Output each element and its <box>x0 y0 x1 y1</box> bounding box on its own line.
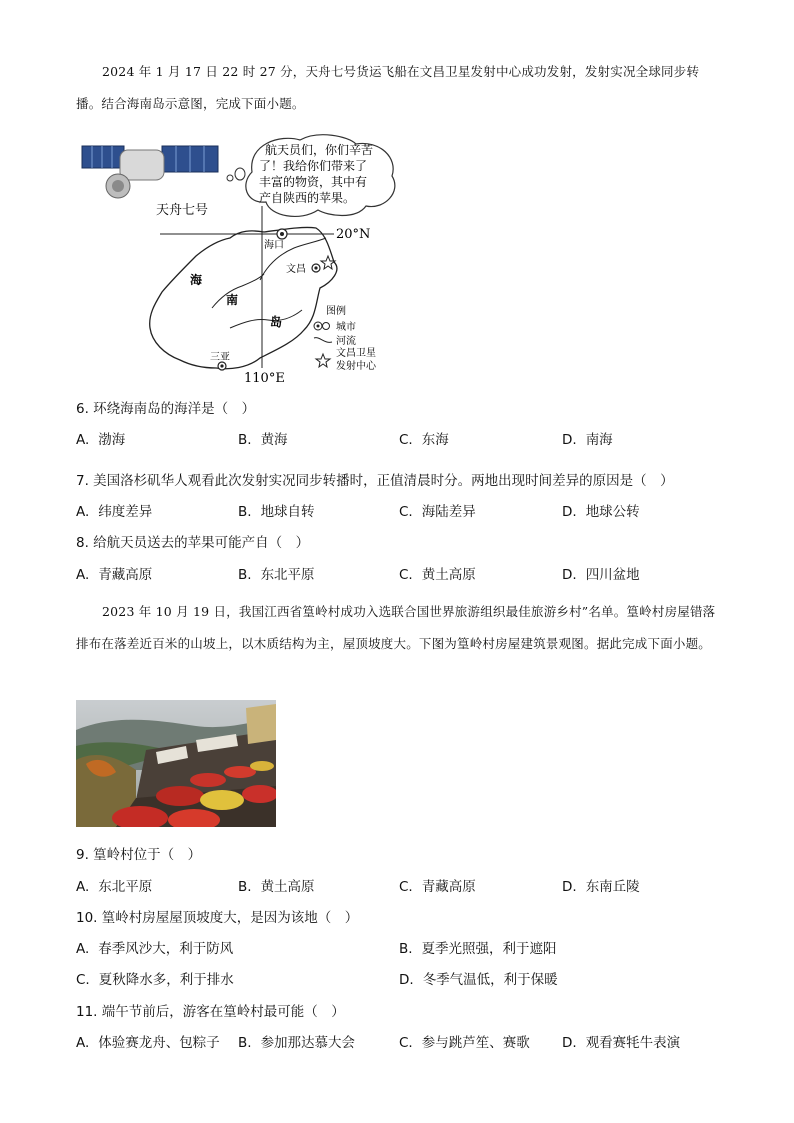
hainan-island-outline <box>150 227 337 368</box>
q7-option-d[interactable]: D. 地球公转 <box>562 504 640 520</box>
latitude-label: 20°N <box>336 227 371 242</box>
question-10-options-row-1 <box>76 937 726 957</box>
q9-option-d[interactable]: D. 东南丘陵 <box>562 879 640 895</box>
question-10-stem: 10. 篁岭村房屋屋顶坡度大，是因为该地（ ） <box>76 910 359 926</box>
city-wenchang: 文昌 <box>286 264 306 275</box>
q10-option-d[interactable]: D. 冬季气温低，利于保暖 <box>399 972 558 988</box>
passage-1: 2024 年 1 月 17 日 22 时 27 分，天舟七号货运飞船在文昌卫星发射中心成功发射，发射实况全球同步转播。结合海南岛示意图，完成下面小题。 <box>76 64 700 111</box>
huangling-village-photo <box>76 700 276 827</box>
q7-option-c[interactable]: C. 海陆差异 <box>399 504 476 520</box>
question-7-stem: 7. 美国洛杉矶华人观看此次发射实况同步转播时，正值清晨时分。两地出现时间差异的原因是（ ） <box>76 473 674 489</box>
question-10-options-row-2 <box>76 968 726 988</box>
map-legend <box>314 304 377 372</box>
q11-option-b[interactable]: B. 参加那达慕大会 <box>238 1035 356 1051</box>
q8-option-a[interactable]: A. 青藏高原 <box>76 567 153 583</box>
spacecraft-icon <box>82 146 218 198</box>
q6-option-d[interactable]: D. 南海 <box>562 432 613 448</box>
bubble-line-2: 了！我给你们带来了 <box>259 159 368 173</box>
q7-option-a[interactable]: A. 纬度差异 <box>76 504 153 520</box>
q8-option-c[interactable]: C. 黄土高原 <box>399 567 476 583</box>
spacecraft-label: 天舟七号 <box>156 203 209 218</box>
island-char-3: 岛 <box>270 315 283 329</box>
longitude-label: 110°E <box>244 371 285 386</box>
question-6-options <box>76 428 726 448</box>
question-11-options <box>76 1031 726 1051</box>
q8-option-b[interactable]: B. 东北平原 <box>238 567 315 583</box>
q10-option-b[interactable]: B. 夏季光照强，利于遮阳 <box>399 941 557 957</box>
question-11-stem: 11. 端午节前后，游客在篁岭村最可能（ ） <box>76 1004 345 1020</box>
question-8-options <box>76 563 726 583</box>
hainan-map-figure <box>80 132 410 388</box>
q7-option-b[interactable]: B. 地球自转 <box>238 504 315 520</box>
question-6-stem: 6. 环绕海南岛的海洋是（ ） <box>76 401 256 417</box>
q10-option-a[interactable]: A. 春季风沙大，利于防风 <box>76 941 234 957</box>
river-3 <box>230 310 302 328</box>
legend-site-line-1: 文昌卫星 <box>336 348 376 359</box>
legend-site-line-2: 发射中心 <box>336 361 376 372</box>
q10-option-c[interactable]: C. 夏秋降水多，利于排水 <box>76 972 234 988</box>
bubble-line-1: 航天员们，你们辛苦 <box>265 143 374 157</box>
q8-option-d[interactable]: D. 四川盆地 <box>562 567 640 583</box>
q9-option-b[interactable]: B. 黄土高原 <box>238 879 315 895</box>
q6-option-a[interactable]: A. 渤海 <box>76 432 126 448</box>
city-sanya: 三亚 <box>210 352 230 363</box>
q6-option-b[interactable]: B. 黄海 <box>238 432 288 448</box>
question-9-stem: 9. 篁岭村位于（ ） <box>76 847 202 863</box>
question-9-options <box>76 875 726 895</box>
q9-option-a[interactable]: A. 东北平原 <box>76 879 153 895</box>
q6-option-c[interactable]: C. 东海 <box>399 432 449 448</box>
q11-option-a[interactable]: A. 体验赛龙舟、包粽子 <box>76 1035 220 1051</box>
question-7-options <box>76 500 726 520</box>
legend-river: 河流 <box>336 336 356 347</box>
q11-option-d[interactable]: D. 观看赛牦牛表演 <box>562 1035 681 1051</box>
q11-option-c[interactable]: C. 参与跳芦笙、赛歌 <box>399 1035 530 1051</box>
island-char-2: 南 <box>226 293 239 307</box>
island-char-1: 海 <box>190 273 203 287</box>
bubble-line-3: 丰富的物资，其中有 <box>259 175 368 189</box>
q9-option-c[interactable]: C. 青藏高原 <box>399 879 476 895</box>
legend-city: 城市 <box>336 322 356 333</box>
city-haikou: 海口 <box>264 240 284 251</box>
bubble-line-4: 产自陕西的苹果。 <box>259 191 356 205</box>
passage-2: 2023 年 10 月 19 日，我国江西省篁岭村成功入选联合国世界旅游组织最佳旅游乡村”名单。篁岭村房屋错落排布在落差近百米的山坡上，以木质结构为主，屋顶坡度大。下图为篁岭村房屋建筑景观图。据此完成下面小题。 <box>76 604 716 651</box>
question-8-stem: 8. 给航天员送去的苹果可能产自（ ） <box>76 535 310 551</box>
legend-title: 图例 <box>326 306 346 317</box>
